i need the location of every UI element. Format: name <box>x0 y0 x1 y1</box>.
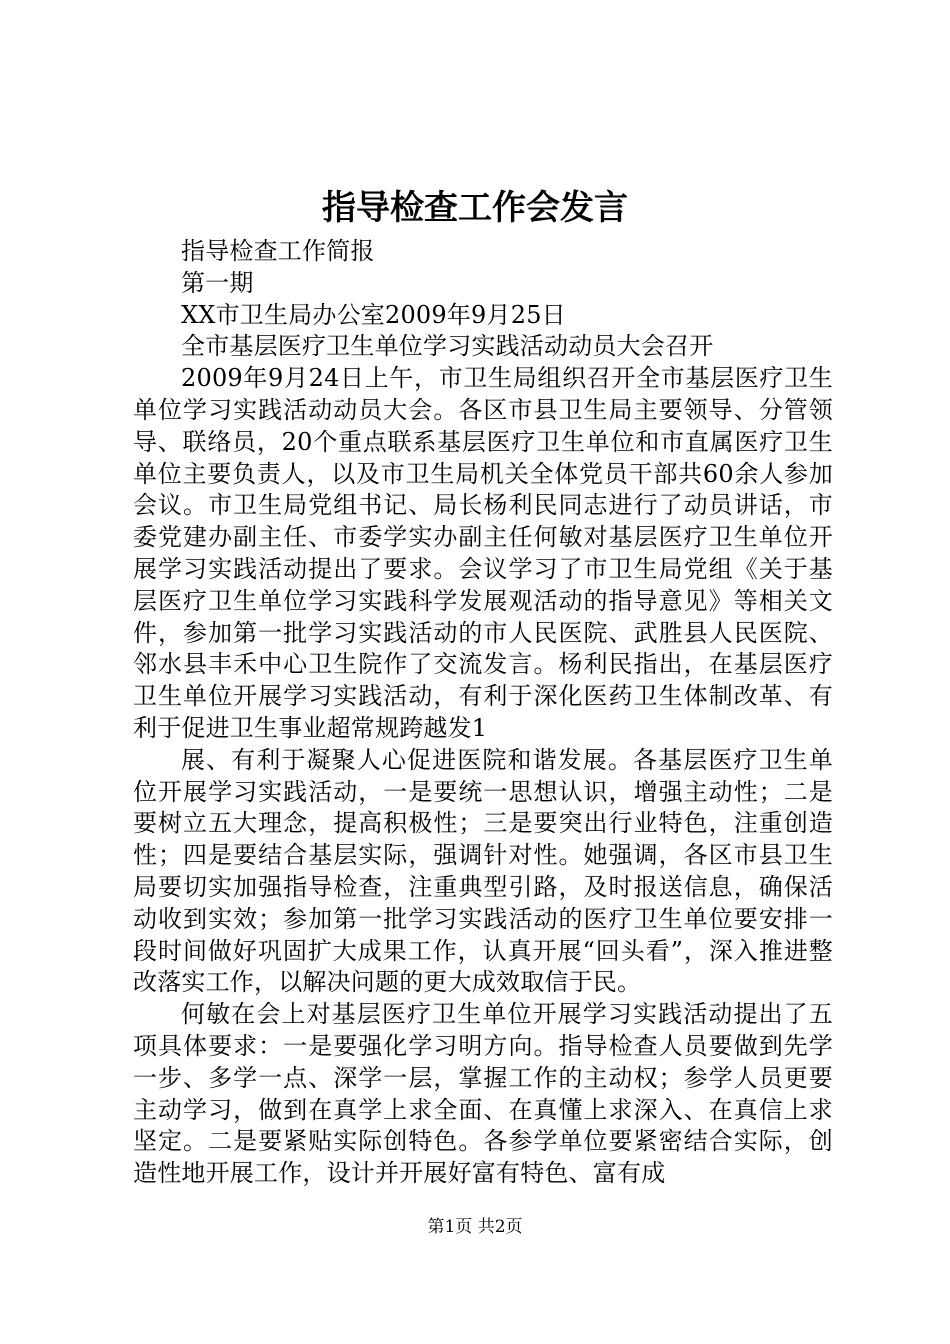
paragraph-issue-number: 第一期 <box>181 268 254 297</box>
page-footer: 第1页 共2页 <box>427 1217 523 1237</box>
paragraph-issuer-date: XX市卫生局办公室2009年9月25日 <box>181 300 566 329</box>
paragraph-body-3: 何敏在会上对基层医疗卫生单位开展学习实践活动提出了五项具体要求：一是要强化学习明方向。指导检查人员要做到先学一步、多学一点、深学一层，掌握工作的主动权；参学人员更要主动学习，做到在真学上求全面、在真懂上求深入、在真信上求坚定。二是要紧贴实际创特色。各参学单位要紧密结合实际，创造性地开展工作，设计并开展好富有特色、富有成 <box>133 1000 833 1188</box>
document-title: 指导检查工作会发言 <box>322 188 628 228</box>
paragraph-bulletin-name: 指导检查工作简报 <box>181 237 375 265</box>
paragraph-headline: 全市基层医疗卫生单位学习实践活动动员大会召开 <box>181 332 714 361</box>
document-body <box>133 236 833 1190</box>
paragraph-body-1: 2009年9月24日上午，市卫生局组织召开全市基层医疗卫生单位学习实践活动动员大会。各区市县卫生局主要领导、分管领导、联络员，20个重点联系基层医疗卫生单位和市直属医疗卫生单位主要负责人，以及市卫生局机关全体党员干部共60余人参加会议。市卫生局党组书记、局长杨利民同志进行了动员讲话，市委党建办副主任、市委学实办副主任何敏对基层医疗卫生单位开展学习实践活动提出了要求。会议学习了市卫生局党组《关于基层医疗卫生单位学习实践科学发展观活动的指导意见》等相关文件，参加第一批学习实践活动的市人民医院、武胜县人民医院、邻水县丰禾中心卫生院作了交流发言。杨利民指出，在基层医疗卫生单位开展学习实践活动，有利于深化医药卫生体制改革、有利于促进卫生事业超常规跨越发1 <box>133 364 833 742</box>
paragraph-body-2: 展、有利于凝聚人心促进医院和谐发展。各基层医疗卫生单位开展学习实践活动，一是要统一思想认识，增强主动性；二是要树立五大理念，提高积极性；三是要突出行业特色，注重创造性；四是要结合基层实际，强调针对性。她强调，各区市县卫生局要切实加强指导检查，注重典型引路，及时报送信息，确保活动收到实效；参加第一批学习实践活动的医疗卫生单位要安排一段时间做好巩固扩大成果工作，认真开展“回头看”，深入推进整改落实工作，以解决问题的更大成效取信于民。 <box>133 745 833 997</box>
